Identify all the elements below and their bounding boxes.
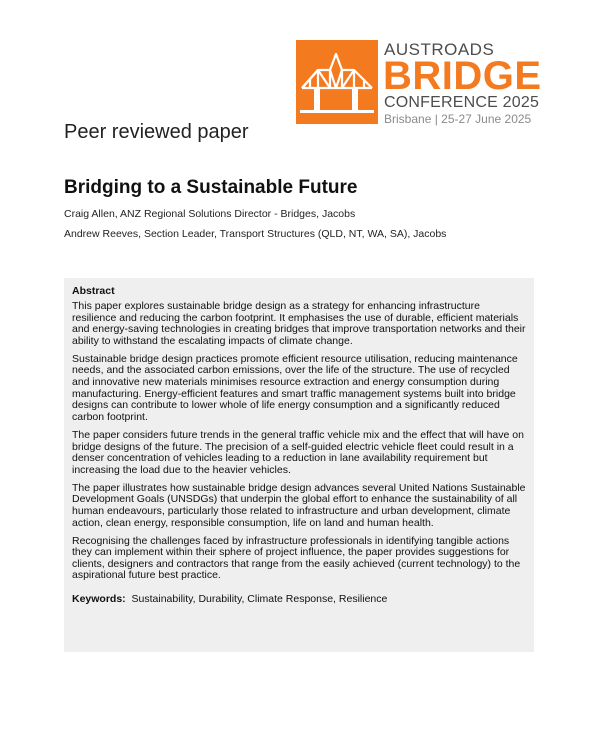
- abstract-paragraph: Sustainable bridge design practices promote efficient resource utilisation, reducing maintenance needs, and the associated carbon emissions, over the life of the structure. The use of recycled and innovative new materials minimises resource extraction and energy consumption during manufacturing. Energy-efficient features and smart traffic management systems built into bridge designs can contribute to lower whole of life energy consumption and a significantly reduced carbon footprint.: [72, 352, 518, 423]
- paper-title: Bridging to a Sustainable Future: [64, 177, 358, 198]
- paper-type-label: Peer reviewed paper: [64, 121, 249, 143]
- logo-location-date: Brisbane | 25-27 June 2025: [384, 112, 532, 126]
- keywords-label: Keywords:: [72, 593, 126, 606]
- logo-bridge-text: BRIDGE: [383, 54, 542, 98]
- keywords-line: [72, 593, 526, 605]
- logo-org-text: AUSTROADS: [384, 40, 495, 59]
- bridge-truss-logo-icon: [296, 40, 378, 124]
- abstract-paragraph: The paper considers future trends in the general traffic vehicle mix and the effect that will have on bridge designs of the future. The precision of a self-guided electric vehicle fleet could result in a denser concentration of vehicles leading to a reduction in lane availability requirement but increasing the load due to the heavier vehicles.: [72, 428, 524, 476]
- abstract-paragraph: The paper illustrates how sustainable bridge design advances several United Nations Sustainable Development Goals (UNSDGs) that underpin the global effort to enhance the sustainability of all human endeavours, particularly those related to infrastructure and urban development, climate action, clean energy, responsible consumption, life on land and human health.: [72, 481, 526, 529]
- abstract-box: [64, 278, 534, 652]
- abstract-paragraph: This paper explores sustainable bridge design as a strategy for enhancing infrastructure resilience and reducing the carbon footprint. It emphasises the use of durable, efficient materials and energy-saving technologies in creating bridges that improve transportation networks and their ability to withstand the escalating impacts of climate change.: [72, 300, 526, 347]
- abstract-heading: Abstract: [72, 285, 115, 297]
- abstract-paragraph: Recognising the challenges faced by infrastructure professionals in identifying tangible actions they can implement within their sphere of project influence, the paper provides suggestions for clients, designers and contractors that range from the easily achieved (current technology) to the aspirational future best practice.: [72, 534, 521, 582]
- conference-logo: [296, 40, 542, 126]
- logo-conference-text: CONFERENCE 2025: [384, 94, 540, 111]
- keywords-value: Sustainability, Durability, Climate Response, Resilience: [131, 593, 388, 606]
- author-line: Craig Allen, ANZ Regional Solutions Director - Bridges, Jacobs: [64, 208, 356, 220]
- author-line: Andrew Reeves, Section Leader, Transport Structures (QLD, NT, WA, SA), Jacobs: [64, 228, 447, 240]
